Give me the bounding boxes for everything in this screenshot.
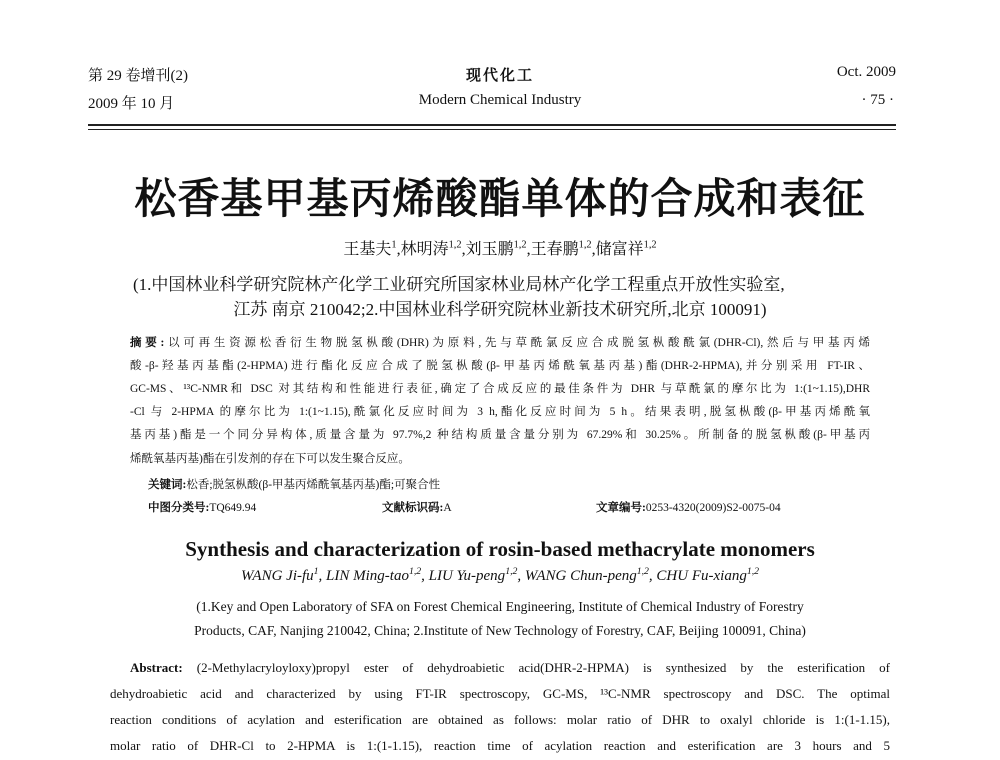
author: 林明涛$^{1,2}$ [400,239,462,258]
abstract-cn-label: 摘要: [130,337,165,349]
classification-number: 中图分类号:TQ649.94 [148,502,257,514]
abstract-en-line: reaction conditions of acylation and esterification are obtained as follows: molar ratio of DHR to oxalyl chloride is 1:(1-1.15), [110,712,890,727]
issue-date-cn: 2009 年 10 月 [88,96,175,112]
article-number: 文章编号:0253-4320(2009)S2-0075-04 [596,502,781,514]
abstract-en-label: Abstract: [130,660,183,675]
keywords-cn: 关键词:松香;脱氢枞酸(β-甲基丙烯酰氧基丙基)酯;可聚合性 [148,479,441,491]
volume-info: 第 29 卷增刊(2) [88,68,188,84]
abstract-cn-line: 酸-β-羟基丙基酯(2-HPMA)进行酯化反应合成了脱氢枞酸(β-甲基丙烯酰氧基丙基)酯(DHR-2-HPMA),并分别采用 FT-IR、 [130,360,870,372]
page-number: · 75 · [861,92,894,108]
header-rule-thin [88,129,896,130]
author: LIU Yu-peng$^{1,2}$ [428,566,518,584]
header-rule [88,124,896,126]
author: CHU Fu-xiang$^{1,2}$ [656,566,760,584]
affiliation-cn-line: 江苏 南京 210042;2.中国林业科学研究院林业新技术研究所,北京 100091) [233,300,767,319]
affiliation-cn-line: (1.中国林业科学研究院林产化学工业研究所国家林业局林产化学工程重点开放性实验室, [133,275,785,294]
abstract-cn-line: GC-MS、¹³C-NMR和 DSC 对其结构和性能进行表征,确定了合成反应的最佳条件为 DHR 与草酰氯的摩尔比为 1:(1~1.15),DHR [130,383,870,395]
affiliation-en-line: (1.Key and Open Laboratory of SFA on Forest Chemical Engineering, Institute of Chemical Industry of Forestry [196,599,804,614]
authors-cn: 王基夫$^1$,林明涛$^{1,2}$,刘玉鹏$^{1,2}$,王春鹏$^{1,2}$,储富祥$^{1,2}$ [343,239,657,258]
issue-date-en: Oct. 2009 [836,64,896,80]
document-code: 文献标识码:A [382,502,452,514]
author: LIN Ming-tao$^{1,2}$ [326,566,422,584]
authors-en: WANG $Ji-fu^1$, LIN Ming-tao$^{1,2}$, LIU Yu-peng$^{1,2}$, WANG Chun-peng$^{1,2}$, CHU Fu-xiang$^{1,2}$ [240,566,760,584]
abstract-cn-line: 基丙基)酯是一个同分异构体,质量含量为 97.7%,2 种结构质量含量分别为 67.29%和 30.25%。所制备的脱氢枞酸(β-甲基丙 [130,429,870,441]
journal-name-cn: 现代化工 [465,68,534,84]
author: WANG $Ji-fu^1$ [240,566,319,584]
abstract-cn-line: 烯酰氧基丙基)酯在引发剂的存在下可以发生聚合反应。 [130,453,410,465]
author: 王基夫$^1$ [343,239,397,258]
title-cn: 松香基甲基丙烯酸酯单体的合成和表征 [134,174,866,223]
abstract-cn-line: 摘要:以可再生资源松香衍生物脱氢枞酸(DHR)为原料,先与草酰氯反应合成脱氢枞酸酰氯(DHR-Cl),然后与甲基丙烯 [130,337,870,349]
author: 刘玉鹏$^{1,2}$ [465,239,527,258]
author: WANG Chun-peng$^{1,2}$ [524,566,649,584]
journal-name-en: Modern Chemical Industry [418,92,582,108]
abstract-en-line: molar ratio of DHR-Cl to 2-HPMA is 1:(1-1.15), reaction time of acylation reaction and esterification are 3 hours and 5 [110,738,890,753]
affiliation-en-line: Products, CAF, Nanjing 210042, China; 2.Institute of New Technology of Forestry, CAF, Beijing 100091, China) [194,623,806,638]
abstract-en-line: Abstract: (2-Methylacryloyloxy)propyl ester of dehydroabietic acid(DHR-2-HPMA) is synthesized by the esterification of [130,660,891,675]
abstract-en-line: dehydroabietic acid and characterized by using FT-IR spectroscopy, GC-MS, ¹³C-NMR spectroscopy and DSC. The optimal [110,686,890,701]
author: 王春鹏$^{1,2}$ [530,239,592,258]
abstract-cn-line: -Cl 与 2-HPMA 的摩尔比为 1:(1~1.15),酰氯化反应时间为 3 h,酯化反应时间为 5 h。结果表明,脱氢枞酸(β-甲基丙烯酰氧 [130,406,870,418]
title-en: Synthesis and characterization of rosin-based methacrylate monomers [185,537,815,561]
author: 储富祥$^{1,2}$ [595,239,657,258]
